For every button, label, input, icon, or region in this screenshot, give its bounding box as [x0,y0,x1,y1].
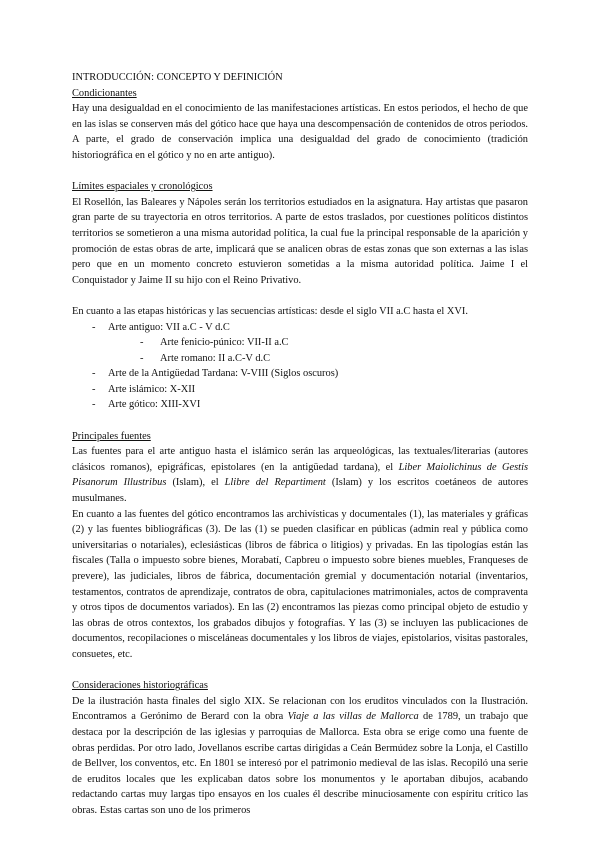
list-item-label: Arte antiguo: VII a.C - V d.C [108,321,230,333]
list-item-label: Arte fenicio-púnico: VII-II a.C [160,337,289,349]
list-dash: - [140,352,144,364]
list-item-label: Arte romano: II a.C-V d.C [160,352,271,364]
heading-fuentes: Principales fuentes [72,430,151,442]
spacer [72,288,528,304]
list-item [92,366,528,382]
italic-title-viaje: Viaje a las villas de Mallorca [287,711,419,723]
text-run: De la ilustración hasta finales del siglo XIX. Se relacionan con los eruditos vinculados con la Ilustración. Encontramos a Gerónimo de Berard con la obra [72,695,528,723]
list-item-label: Arte islámico: X-XII [108,383,196,395]
heading-historiograficas: Consideraciones historiográficas [72,680,208,692]
list-dash: - [140,337,144,349]
text-run: Las fuentes para el arte antiguo hasta el islámico serán las arqueológicas, las textuales/literarias (autores clásicos romanos), epigráficas, epistolares (en la antigüedad tardana), el [72,446,528,473]
document-title: INTRODUCCIÓN: CONCEPTO Y DEFINICIÓN [72,72,283,83]
list-item-label: Arte de la Antigüedad Tardana: V-VIII (Siglos oscuros) [108,368,339,380]
text-run: de 1789, un trabajo que destaca por la descripción de las iglesias y parroquias de Mallorca. Esta obra se erige como una fuente de obras perdidas. Por otro lado, Jovellanos escribe cartas dirigidas a Ceán Bermúdez sobre la Lonja, el Castillo de Bellver, los conventos, etc. En 1801 se interesó por el patrimonio medieval de las islas. Recopiló una serie de eruditos locales que les explicaban datos sobre los monumentos y le aportaban dibujos, acabando redactando cartas muy largas tipo ensayos en los cuales él describe minuciosamente con espíritu crítico las obras. Estas cartas son uno de los primeros [72,711,529,816]
list-dash: - [92,399,96,411]
paragraph-etapas: En cuanto a las etapas históricas y las secuencias artísticas: desde el siglo VII a.C hasta el XVI. [72,305,468,317]
heading-condicionantes: Condicionantes [72,87,137,99]
text-run: (Islam) y los escritos coetáneos de autores musulmanes. [72,477,528,505]
etapas-list [72,320,528,414]
spacer [72,663,528,679]
list-item-label: Arte gótico: XIII-XVI [108,399,201,411]
list-item [140,351,528,367]
paragraph-limites: El Rosellón, las Baleares y Nápoles serán los territorios estudiados en la asignatura. Hay artistas que pasaron gran parte de su trayectoria en otros territorios. A parte de estos traslados, por cuestiones políticos distintos territorios se sometieron a una misma autoridad política, la cual fue la principal responsable de la aparición y promoción de estas obras de arte, implicará que se analicen obras de estas zonas que son externas a las islas pero que en un momento concreto estuvieron sometidas a la misma autoridad política. Jaime I el Conquistador y Jaime II su hijo con el Reino Privativo. [72,196,528,286]
paragraph-historiograficas [72,694,528,819]
list-dash: - [92,368,96,380]
paragraph-fuentes-antiguo [72,444,528,506]
paragraph-fuentes-gotico: En cuanto a las fuentes del gótico encontramos las archivísticas y documentales (1), las materiales y gráficas (2) y las fuentes bibliográficas (3). De las (1) se pueden clasificar en públicas (admin real y pública como universitarias o notariales), eclesiásticas (libros de fábrica o litigios) y privadas. En las tipologías están las fiscales (Talla o impuesto sobre bienes, Morabatí, Capbreu o impuesto sobre bienes muebles, Franqueses de prevere), las judiciales, libros de fábrica, documentación gremial y documentación notarial (inventarios, testamentos, contratos de aprendizaje, contratos de obra, capitulaciones matrimoniales, actos de compraventa y otros tipos de documentos variados). En las (2) encontramos las piezas como principal objeto de estudio y las obras de otros contextos, los grabados dibujos y fotografías. Y las (3) se incluyen las publicaciones de documentos, recopilaciones o misceláneas documentales y los libros de viajes, epistolarios, visitas pastorales, consuetes, etc. [72,508,528,660]
list-dash: - [92,383,96,395]
italic-title-liber: Liber Maiolichinus de Gestis Pisanorum Illustribus [72,461,529,489]
list-item [92,320,528,367]
spacer [72,413,528,429]
sublist [108,335,528,366]
list-item [140,335,528,351]
paragraph-condicionantes: Hay una desigualdad en el conocimiento de las manifestaciones artísticas. En estos periodos, el hecho de que en las islas se conserven más del gótico hace que haya una descompensación de contenidos de otros periodos. A parte, el grado de conservación implica una desigualdad del grado de conocimiento (tradición historiográfica en el gótico y no en arte antiguo). [72,103,528,161]
list-item [92,382,528,398]
heading-limites: Límites espaciales y cronológicos [72,181,213,193]
italic-title-llibre: Llibre del Repartiment [224,477,326,489]
document-body [72,70,528,819]
list-dash: - [92,321,96,333]
text-run: (Islam), el [166,477,225,489]
list-item [92,397,528,413]
spacer [72,164,528,180]
